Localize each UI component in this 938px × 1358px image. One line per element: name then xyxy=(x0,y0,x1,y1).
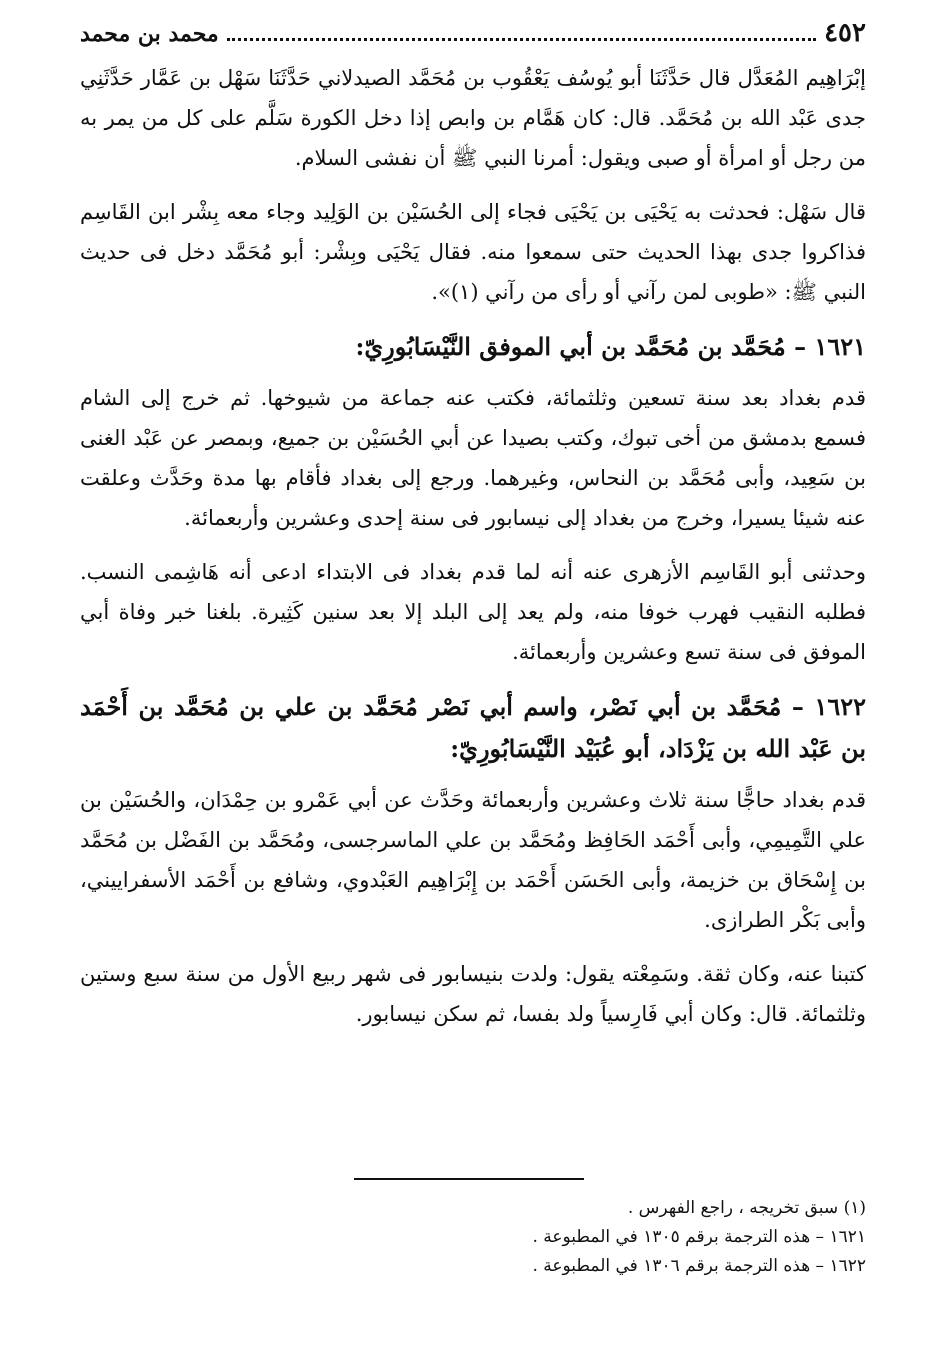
footnote: ١٦٢١ – هذه الترجمة برقم ١٣٠٥ في المطبوعة . xyxy=(532,1227,866,1247)
running-title: محمد بن محمد xyxy=(80,21,219,47)
paragraph: قدم بغداد حاجًّا سنة ثلاث وعشرين وأربعمائة وحَدَّث عن أبي عَمْرو بن حِمْدَان، والحُسَيْن بن علي التَّمِيمِي، وأبى أَحْمَد الحَافِظ ومُحَمَّد بن علي الماسرجسى، ومُحَمَّد بن الفَضْل بن مُحَمَّد بن إِسْحَاق بن خزيمة، وأبى الحَسَن أَحْمَد بن إِبْرَاهِيم العَبْدوي، وشافع بن أَحْمَد الأسفراييني، وأبى بَكْر الطرازى. xyxy=(80,788,866,932)
dotted-leader xyxy=(227,24,816,41)
page xyxy=(80,18,866,1048)
entry-heading-1622: ١٦٢٢ – مُحَمَّد بن أبي نَصْر، واسم أبي نَصْر مُحَمَّد بن علي بن مُحَمَّد بن أَحْمَد بن عَبْد الله بن يَزْدَاد، أبو عُبَيْد النَّيْسَابُورِيّ: xyxy=(80,692,866,763)
paragraph: قال سَهْل: فحدثت به يَحْيَى بن يَحْيَى فجاء إلى الحُسَيْن بن الوَلِيد وجاء معه بِشْر ابن القَاسِم فذاكروا جدى بهذا الحديث حتى سمعوا منه. فقال يَحْيَى وبِشْر: أبو مُحَمَّد دخل فى حديث النبي ﷺ: «طوبى لمن رآني أو رأى من رآني (١)». xyxy=(80,200,866,304)
footnote-divider xyxy=(354,1178,584,1180)
page-number: ٤٥٢ xyxy=(824,18,866,48)
paragraph: وحدثنى أبو القَاسِم الأزهرى عنه أنه لما قدم بغداد فى الابتداء ادعى أنه هَاشِمى النسب. فطلبه النقيب فهرب خوفا منه، ولم يعد إلى البلد إلا بعد سنين كَثِيرة. بلغنا خبر وفاة أبي الموفق فى سنة تسع وعشرين وأربعمائة. xyxy=(80,560,866,664)
footnotes xyxy=(246,1194,866,1281)
paragraph: قدم بغداد بعد سنة تسعين وثلثمائة، فكتب عنه جماعة من شيوخها. ثم خرج إلى الشام فسمع بدمشق من أخى تبوك، وكتب بصيدا عن أبي الحُسَيْن بن جميع، وبمصر عن عَبْد الغنى بن سَعِيد، وأبى مُحَمَّد بن النحاس، وغيرهما. ورجع إلى بغداد فأقام بها مدة وحَدَّث وعلقت عنه شيئا يسيرا، وخرج من بغداد إلى نيسابور فى سنة إحدى وعشرين وأربعمائة. xyxy=(80,386,866,530)
footnote: (١) سبق تخريجه ، راجع الفهرس . xyxy=(627,1198,866,1218)
running-header xyxy=(80,18,866,58)
entry-heading-1621: ١٦٢١ – مُحَمَّد بن مُحَمَّد بن أبي الموفق النَّيْسَابُورِيّ: xyxy=(355,332,866,361)
paragraph: إبْرَاهِيم المُعَدَّل قال حَدَّثَنَا أبو يُوسُف يَعْقُوب بن مُحَمَّد الصيدلاني حَدَّثَنَا سَهْل بن عَمَّار حَدَّثَنِي جدى عَبْد الله بن مُحَمَّد. قال: كان هَمَّام بن وابص إذا دخل الكورة سَلَّم على كل من يمر به من رجل أو امرأة أو صبى ويقول: أمرنا النبي ﷺ أن نفشى السلام. xyxy=(80,66,866,170)
footnote: ١٦٢٢ – هذه الترجمة برقم ١٣٠٦ في المطبوعة . xyxy=(532,1256,866,1276)
paragraph: كتبنا عنه، وكان ثقة. وسَمِعْته يقول: ولدت بنيسابور فى شهر ربيع الأول من سنة سبع وستين وثلثمائة. قال: وكان أبي فَارِسياً ولد بفسا، ثم سكن نيسابور. xyxy=(80,962,866,1026)
